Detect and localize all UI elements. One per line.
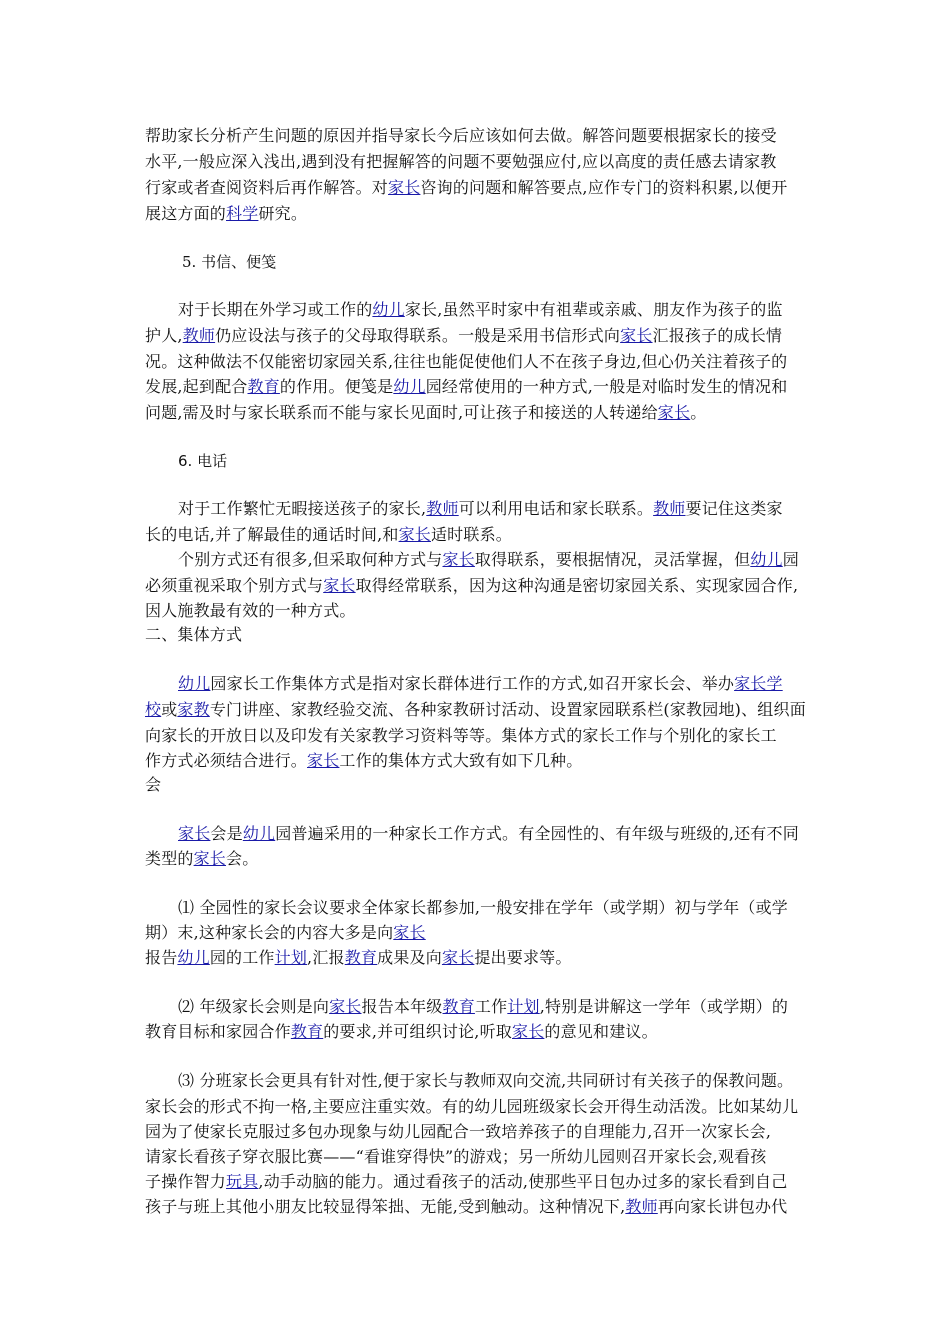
- hyperlink[interactable]: 幼儿: [242, 824, 276, 843]
- text-run: 的要求,并可组织讨论,听取: [323, 1022, 512, 1041]
- hyperlink[interactable]: 教育: [290, 1022, 324, 1041]
- text-line: [145, 176, 787, 200]
- text-run: ,动手动脑的能力。通过看孩子的活动,使那些平日包办过多的家长看到自己: [258, 1172, 788, 1191]
- text-run: 水平,一般应深入浅出,遇到没有把握解答的问题不要勉强应付,应以高度的责任感去请家教: [145, 152, 777, 171]
- text-run: 园: [782, 550, 799, 569]
- text-run: 工作: [474, 997, 508, 1016]
- text-line: [145, 599, 356, 623]
- text-run: 汇报孩子的成长情: [652, 326, 783, 345]
- text-line: [145, 921, 426, 945]
- section-heading: [145, 773, 161, 797]
- hyperlink[interactable]: 幼儿: [393, 377, 426, 396]
- text-run: 家长会的形式不拘一格,主要应注重实效。有的幼儿园班级家长会开得生动活泼。比如某幼儿: [145, 1097, 799, 1116]
- hyperlink[interactable]: 幼儿: [177, 948, 210, 967]
- text-run: ,特别是讲解这一学年（或学期）的: [539, 997, 789, 1016]
- text-run: 个别方式还有很多,但采取何种方式与: [178, 550, 443, 569]
- hyperlink[interactable]: 教师: [426, 499, 459, 518]
- hyperlink[interactable]: 教师: [182, 326, 216, 345]
- text-run: 问题,需及时与家长联系而不能与家长见面时,可让孩子和接送的人转递给: [145, 403, 658, 422]
- hyperlink[interactable]: 家长: [307, 751, 340, 770]
- text-run: 会是: [210, 824, 243, 843]
- text-run: 适时联系。: [430, 525, 512, 544]
- text-run: 展这方面的: [145, 204, 227, 223]
- text-line: [145, 574, 798, 598]
- text-run: 因人施教最有效的一种方式。: [145, 601, 356, 620]
- text-line: [145, 749, 582, 773]
- text-line: [145, 150, 776, 174]
- text-run: 帮助家长分析产生问题的原因并指导家长今后应该如何去做。解答问题要根据家长的接受: [145, 126, 777, 145]
- text-run: 家长,虽然平时家中有祖辈或亲戚、朋友作为孩子的监: [404, 300, 783, 319]
- hyperlink[interactable]: 家长: [657, 403, 691, 422]
- text-run: ⑶ 分班家长会更具有针对性,便于家长与教师双向交流,共同研讨有关孩子的保教问题。: [178, 1071, 794, 1090]
- hyperlink[interactable]: 家教: [177, 700, 210, 719]
- text-line: [178, 896, 788, 920]
- text-line: [145, 401, 706, 425]
- text-run: ⑵ 年级家长会则是向: [178, 997, 330, 1016]
- hyperlink[interactable]: 教师: [625, 1197, 658, 1216]
- text-run: 必须重视采取个别方式与: [145, 576, 324, 595]
- text-run: 护人,: [145, 326, 183, 345]
- text-run: 作方式必须结合进行。: [145, 751, 308, 770]
- text-run: 报告: [145, 948, 178, 967]
- text-run: 研究。: [258, 204, 308, 223]
- hyperlink[interactable]: 幼儿: [372, 300, 405, 319]
- text-line: [145, 946, 572, 970]
- text-run: 可以利用电话和家长联系。: [458, 499, 654, 518]
- hyperlink[interactable]: 科学: [226, 204, 259, 223]
- text-line: [178, 1069, 793, 1093]
- hyperlink[interactable]: 教育: [247, 377, 280, 396]
- hyperlink[interactable]: 教育: [442, 997, 475, 1016]
- text-run: 取得联系，要根据情况，灵活掌握，但: [474, 550, 751, 569]
- text-run: 5. 书信、便笺: [182, 253, 277, 271]
- text-run: 园为了使家长克服过多包办现象与幼儿园配合一致培养孩子的自理能力,召开一次家长会,: [145, 1122, 772, 1141]
- text-run: 教育目标和家园合作: [145, 1022, 291, 1041]
- hyperlink[interactable]: 家长: [323, 576, 356, 595]
- text-run: 类型的: [145, 849, 194, 868]
- text-run: 再向家长讲包办代: [657, 1197, 788, 1216]
- text-line: [145, 1195, 787, 1219]
- text-line: [145, 1020, 658, 1044]
- text-run: ⑴ 全园性的家长会议要求全体家长都参加,一般安排在学年（或学期）初与学年（或学: [178, 898, 788, 917]
- text-run: 的意见和建议。: [544, 1022, 658, 1041]
- hyperlink[interactable]: 家长: [178, 824, 211, 843]
- text-run: 咨询的问题和解答要点,应作专门的资料积累,以便开: [420, 178, 788, 197]
- text-run: 的作用。便笺是: [279, 377, 394, 396]
- text-line: [145, 698, 806, 722]
- hyperlink[interactable]: 计划: [274, 948, 308, 967]
- text-run: ,汇报: [307, 948, 345, 967]
- text-run: 提出要求等。: [474, 948, 572, 967]
- text-run: 6. 电话: [178, 452, 228, 470]
- section-heading: [178, 449, 227, 473]
- hyperlink[interactable]: 幼儿: [178, 674, 211, 693]
- text-run: 取得经常联系，因为这种沟通是密切家园关系、实现家园合作,: [355, 576, 799, 595]
- text-run: 对于工作繁忙无暇接送孩子的家长,: [178, 499, 427, 518]
- hyperlink[interactable]: 家长: [620, 326, 653, 345]
- text-run: 孩子与班上其他小朋友比较显得笨拙、无能,受到触动。这种情况下,: [145, 1197, 626, 1216]
- text-line: [145, 375, 787, 399]
- text-line: [178, 822, 799, 846]
- text-line: [145, 1095, 798, 1119]
- hyperlink[interactable]: 家长: [329, 997, 362, 1016]
- hyperlink[interactable]: 家长: [442, 550, 475, 569]
- section-heading: [182, 250, 276, 274]
- hyperlink[interactable]: 幼儿: [750, 550, 783, 569]
- text-line: [145, 124, 777, 148]
- hyperlink[interactable]: 校: [145, 700, 162, 719]
- text-run: 园普遍采用的一种家长工作方式。有全园性的、有年级与班级的,还有不同: [275, 824, 799, 843]
- text-run: 对于长期在外学习或工作的: [178, 300, 373, 319]
- text-line: [145, 724, 777, 748]
- hyperlink[interactable]: 家长: [512, 1022, 545, 1041]
- text-run: 成果及向: [377, 948, 442, 967]
- hyperlink[interactable]: 家长: [193, 849, 227, 868]
- text-run: 专门讲座、家教经验交流、各种家教研讨活动、设置家园联系栏(家教园地)、组织面: [209, 700, 806, 719]
- text-run: 会: [145, 775, 162, 794]
- text-run: 向家长的开放日以及印发有关家教学习资料等等。集体方式的家长工作与个别化的家长工: [145, 726, 777, 745]
- text-run: 二、集体方式: [145, 625, 243, 644]
- section-heading: [145, 623, 242, 647]
- text-run: 况。这种做法不仅能密切家园关系,往往也能促使他们人不在孩子身边,但心仍关注着孩子的: [145, 352, 788, 371]
- text-run: 会。: [226, 849, 259, 868]
- hyperlink[interactable]: 家长: [388, 178, 421, 197]
- text-line: [178, 497, 783, 521]
- text-line: [145, 202, 307, 226]
- text-run: 工作的集体方式大致有如下几种。: [339, 751, 583, 770]
- text-line: [145, 1145, 766, 1169]
- text-line: [178, 672, 783, 696]
- text-run: 园家长工作集体方式是指对家长群体进行工作的方式,如召开家长会、举办: [210, 674, 735, 693]
- text-run: 仍应设法与孩子的父母取得联系。一般是采用书信形式向: [215, 326, 621, 345]
- text-line: [145, 523, 512, 547]
- text-run: 子操作智力: [145, 1172, 227, 1191]
- text-line: [178, 548, 799, 572]
- text-line: [145, 847, 258, 871]
- text-run: 或: [161, 700, 178, 719]
- text-run: 行家或者查阅资料后再作解答。对: [145, 178, 389, 197]
- text-run: 请家长看孩子穿衣服比赛——“看谁穿得快”的游戏；另一所幼儿园则召开家长会,观看孩: [145, 1147, 767, 1166]
- text-run: 园经常使用的一种方式,一般是对临时发生的情况和: [425, 377, 788, 396]
- text-run: 发展,起到配合: [145, 377, 248, 396]
- text-run: 要记住这类家: [685, 499, 783, 518]
- text-run: 。: [690, 403, 707, 422]
- text-line: [145, 324, 782, 348]
- hyperlink[interactable]: 家长学: [734, 674, 783, 693]
- text-line: [145, 1120, 771, 1144]
- hyperlink[interactable]: 家长: [393, 923, 426, 942]
- text-run: 期）末,这种家长会的内容大多是向: [145, 923, 394, 942]
- text-run: 报告本年级: [361, 997, 443, 1016]
- text-line: [145, 1170, 787, 1194]
- text-run: 园的工作: [209, 948, 275, 967]
- hyperlink[interactable]: 玩具: [226, 1172, 259, 1191]
- hyperlink[interactable]: 计划: [507, 997, 540, 1016]
- hyperlink[interactable]: 教育: [344, 948, 378, 967]
- text-line: [145, 350, 787, 374]
- text-line: [178, 995, 788, 1019]
- hyperlink[interactable]: 教师: [653, 499, 686, 518]
- text-run: 长的电话,并了解最佳的通话时间,和: [145, 525, 399, 544]
- hyperlink[interactable]: 家长: [398, 525, 431, 544]
- hyperlink[interactable]: 家长: [441, 948, 475, 967]
- text-line: [178, 298, 783, 322]
